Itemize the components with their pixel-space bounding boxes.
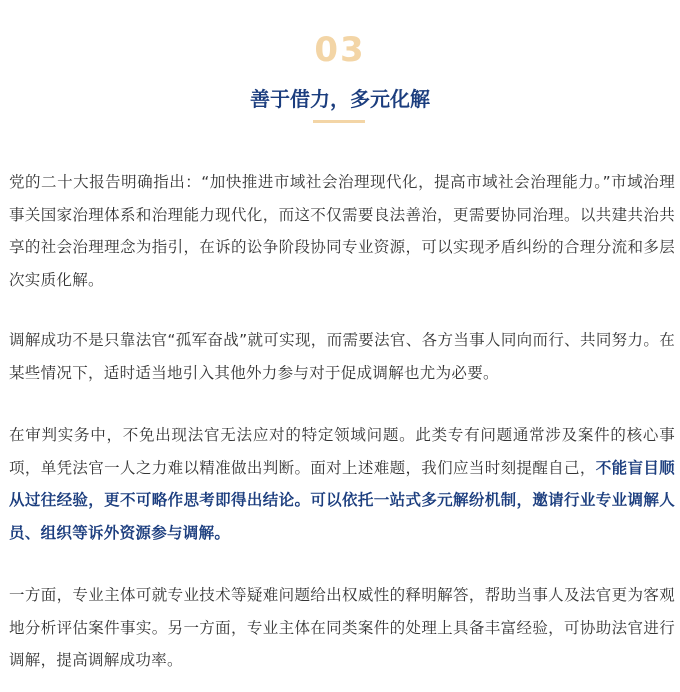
title-underline-divider [313,120,365,123]
paragraph-3-highlight-1: 不能盲目顺从过往经验，更不可略作思考即得出结论。 [9,458,675,509]
paragraph-2: 调解成功不是只靠法官“孤军奋战”就可实现，而需要法官、各方当事人同向而行、共同努力。在某些情况下，适时适当地引入其他外力参与对于促成调解也尤为必要。 [9,331,675,382]
section-number: 03 [314,30,366,70]
paragraph-3-highlight-2: 依托一站式多元解纷机制，邀请行业专业调解人员、组织等诉外资源参与调解。 [9,491,675,542]
paragraph-1: 党的二十大报告明确指出：“加快推进市域社会治理现代化，提高市域社会治理能力。”市域治理事关国家治理体系和治理能力现代化，而这不仅需要良法善治，更需要协同治理。以共建共治共享的社会治理理念为指引，在诉的讼争阶段协同专业资源，可以实现矛盾纠纷的合理分流和多层次实质化解。 [9,173,675,289]
paragraph-3-text-1: 在审判实务中，不免出现法官无法应对的特定领域问题。此类专有问题通常涉及案件的核心事项，单凭法官一人之力难以精准做出判断。面对上述难题，我们应当时刻提醒自己， [9,426,675,477]
paragraph-4: 一方面，专业主体可就专业技术等疑难问题给出权威性的释明解答，帮助当事人及法官更为客观地分析评估案件事实。另一方面，专业主体在同类案件的处理上具备丰富经验，可协助法官进行调解，提高调解成功率。 [9,586,675,669]
paragraph-3-text-2: 可以 [310,491,343,509]
paragraph-3 [9,419,675,549]
section-title: 善于借力，多元化解 [250,87,430,111]
